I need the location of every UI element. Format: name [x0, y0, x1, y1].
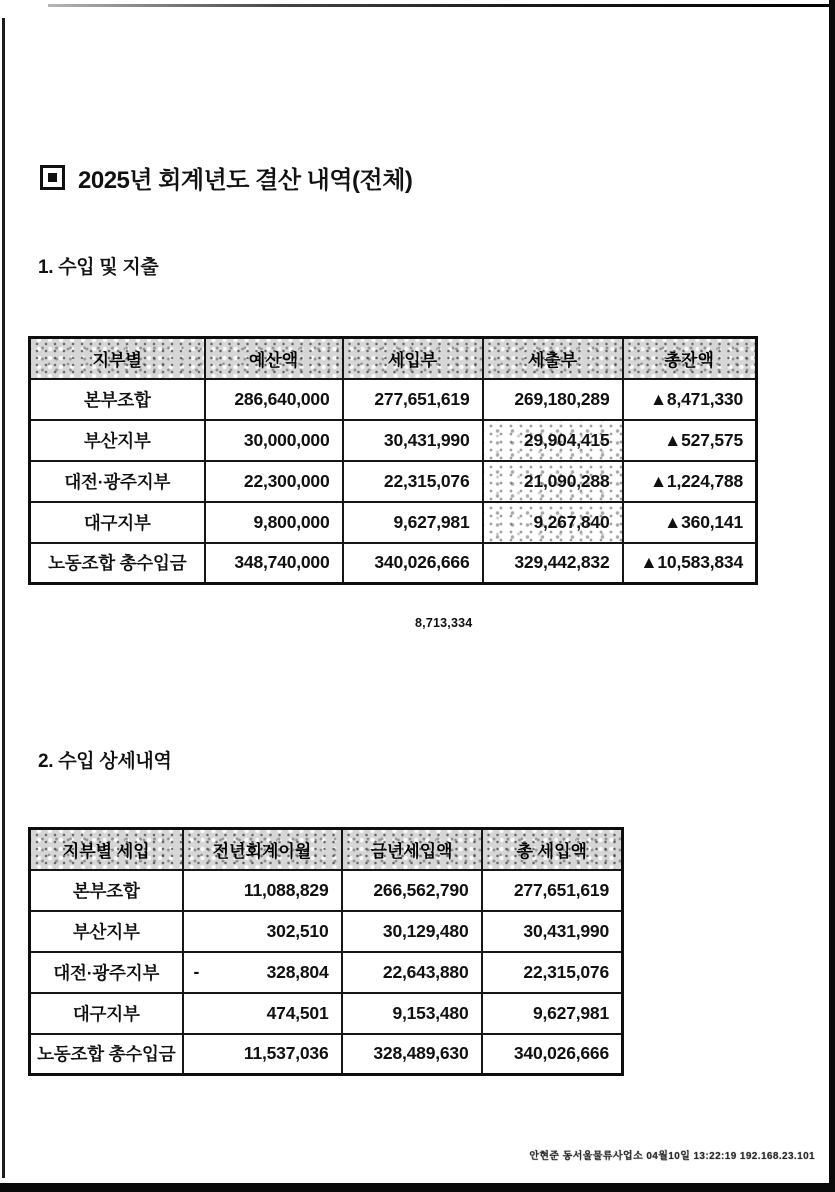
table-cell: 277,651,619 [343, 379, 483, 420]
table-cell: 22,315,076 [343, 461, 483, 502]
table-cell: 21,090,288 [483, 461, 623, 502]
column-header: 세출부 [483, 338, 623, 379]
table-cell: 노동조합 총수입금 [30, 543, 205, 584]
table-cell: 277,651,619 [482, 870, 623, 911]
income-expense-table [28, 336, 758, 585]
table-cell: 29,904,415 [483, 420, 623, 461]
table-cell: 11,537,036 [183, 1034, 342, 1075]
table-cell: 대구지부 [30, 502, 205, 543]
column-header: 총 세입액 [482, 829, 623, 870]
table-cell: 22,300,000 [205, 461, 343, 502]
scan-edge-top [48, 4, 835, 7]
table-row [30, 461, 757, 502]
scan-edge-left [2, 18, 5, 1178]
table-cell: ▲10,583,834 [623, 543, 757, 584]
table-cell: 340,026,666 [482, 1034, 623, 1075]
table-cell: ▲8,471,330 [623, 379, 757, 420]
table-cell: 11,088,829 [183, 870, 342, 911]
table-header-row [30, 829, 623, 870]
table-cell: 대구지부 [30, 993, 183, 1034]
table-cell: 302,510 [183, 911, 342, 952]
table-cell: 22,643,880 [342, 952, 482, 993]
document-title-row [40, 160, 412, 195]
page-title: 2025년 회계년도 결산 내역(전체) [78, 167, 413, 194]
table-row [30, 870, 623, 911]
table-cell: 329,442,832 [483, 543, 623, 584]
table-cell: 348,740,000 [205, 543, 343, 584]
column-header: 예산액 [205, 338, 343, 379]
column-header: 금년세입액 [342, 829, 482, 870]
table-row [30, 420, 757, 461]
table-cell: 340,026,666 [343, 543, 483, 584]
table-cell: 30,431,990 [343, 420, 483, 461]
table-header-row [30, 338, 757, 379]
table-row [30, 952, 623, 993]
table-cell: 9,627,981 [343, 502, 483, 543]
section2-heading: 2. 수입 상세내역 [38, 751, 172, 772]
column-header: 전년회계이월 [183, 829, 342, 870]
table-cell: 328,804 - [183, 952, 342, 993]
table-row [30, 502, 757, 543]
negative-sign: - [193, 961, 200, 982]
income-detail-table [28, 827, 624, 1076]
table-cell: 9,800,000 [205, 502, 343, 543]
table-row [30, 993, 623, 1034]
section1-heading: 1. 수입 및 지출 [38, 257, 159, 278]
table-cell: 대전·광주지부 [30, 461, 205, 502]
table-cell: ▲360,141 [623, 502, 757, 543]
column-header: 지부별 세입 [30, 829, 183, 870]
table-cell: 328,489,630 [342, 1034, 482, 1075]
table-cell: 30,000,000 [205, 420, 343, 461]
table-cell: 본부조합 [30, 870, 183, 911]
table-cell: 286,640,000 [205, 379, 343, 420]
table-cell: 474,501 [183, 993, 342, 1034]
scan-edge-bottom [0, 1183, 835, 1192]
table-cell: 노동조합 총수입금 [30, 1034, 183, 1075]
table-cell: 9,627,981 [482, 993, 623, 1034]
scan-edge-right [829, 0, 835, 1192]
table-cell: 266,562,790 [342, 870, 482, 911]
table-cell: 본부조합 [30, 379, 205, 420]
table-row [30, 911, 623, 952]
table-row [30, 379, 757, 420]
table-cell: 부산지부 [30, 911, 183, 952]
table-cell: ▲1,224,788 [623, 461, 757, 502]
table-cell: 22,315,076 [482, 952, 623, 993]
table-cell: 부산지부 [30, 420, 205, 461]
difference-note: 8,713,334 [415, 616, 473, 630]
table-cell: 269,180,289 [483, 379, 623, 420]
table-cell: ▲527,575 [623, 420, 757, 461]
table-cell: 30,129,480 [342, 911, 482, 952]
table-row [30, 543, 757, 584]
table-cell: 30,431,990 [482, 911, 623, 952]
table-cell: 9,267,840 [483, 502, 623, 543]
column-header: 지부별 [30, 338, 205, 379]
column-header: 총잔액 [623, 338, 757, 379]
print-stamp: 안현준 동서울물류사업소 04월10일 13:22:19 192.168.23.101 [529, 1151, 815, 1162]
table-row [30, 1034, 623, 1075]
table-cell: 9,153,480 [342, 993, 482, 1034]
table-cell: 대전·광주지부 [30, 952, 183, 993]
square-bullet-icon [40, 165, 65, 190]
column-header: 세입부 [343, 338, 483, 379]
